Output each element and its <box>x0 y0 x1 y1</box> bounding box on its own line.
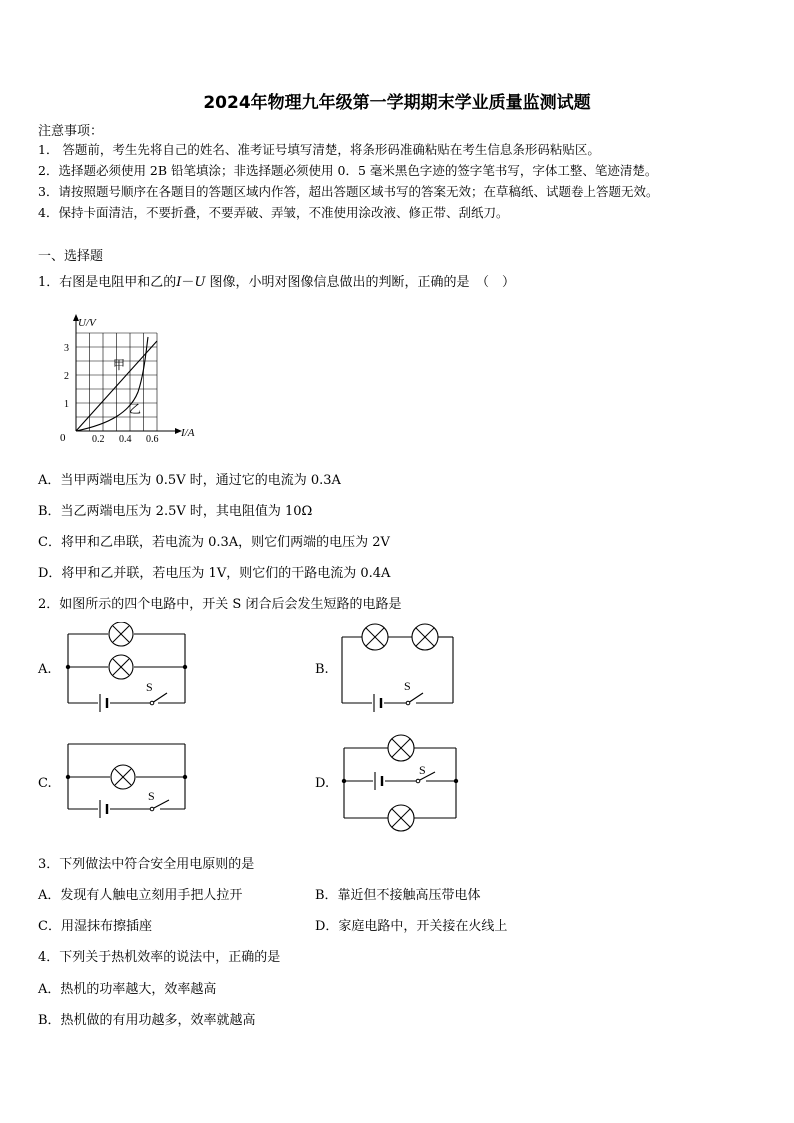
question-3-option: B．靠近但不接触高压带电体 <box>315 888 481 903</box>
circuit-b-diagram <box>338 622 463 717</box>
question-4-option: A．热机的功率越大，效率越高 <box>38 982 217 997</box>
question-3-option: A．发现有人触电立刻用手把人拉开 <box>38 888 243 903</box>
bulb-icon <box>109 622 133 646</box>
question-1-option: B．当乙两端电压为 2.5V 时，其电阻值为 10Ω <box>38 504 313 519</box>
curve-yi-label: 乙 <box>129 402 142 416</box>
bulb-icon <box>388 805 414 831</box>
notice-item: 2．选择题必须使用 2B 铅笔填涂；非选择题必须使用 0．5 毫米黑色字迹的签字笔书写，字体工整、笔迹清楚。 <box>38 163 658 178</box>
circuit-a-diagram <box>60 622 195 717</box>
iu-graph <box>50 312 210 447</box>
y-tick-label: 2 <box>64 371 69 382</box>
switch-label: S <box>148 789 155 803</box>
section-heading: 一、选择题 <box>38 249 104 264</box>
question-2-stem: 2．如图所示的四个电路中，开关 S 闭合后会发生短路的电路是 <box>38 597 402 612</box>
battery-icon <box>100 800 107 818</box>
switch-label: S <box>404 679 411 693</box>
battery-icon <box>374 694 381 712</box>
circuit-a-label: A. <box>38 662 52 677</box>
x-tick-label: 0.4 <box>119 434 132 445</box>
battery-icon <box>100 694 107 712</box>
question-3-option: D．家庭电路中，开关接在火线上 <box>315 919 508 934</box>
battery-icon <box>375 772 382 790</box>
circuit-d-diagram <box>338 730 468 835</box>
notice-item: 3．请按照题号顺序在各题目的答题区域内作答，超出答题区域书写的答案无效；在草稿纸、试题卷上答题无效。 <box>38 184 659 199</box>
x-tick-label: 0.6 <box>146 434 159 445</box>
bulb-icon <box>111 765 135 789</box>
question-4-stem: 4．下列关于热机效率的说法中，正确的是 <box>38 950 281 965</box>
notice-item: 1． 答题前，考生先将自己的姓名、准考证号填写清楚，将条形码准确粘贴在考生信息条形码粘贴区。 <box>38 142 600 157</box>
origin-label: 0 <box>60 432 66 444</box>
bulb-icon <box>388 735 414 761</box>
notice-item: 4．保持卡面清洁，不要折叠，不要弄破、弄皱，不准使用涂改液、修正带、刮纸刀。 <box>38 205 509 220</box>
circuit-c-diagram <box>60 738 195 823</box>
notice-heading: 注意事项： <box>38 124 104 139</box>
curve-jia-label: 甲 <box>113 358 126 372</box>
y-tick-label: 3 <box>64 343 69 354</box>
page-title: 2024年物理九年级第一学期期末学业质量监测试题 <box>203 93 591 113</box>
x-axis-label: I/A <box>181 427 195 439</box>
circuit-b-label: B. <box>315 662 329 677</box>
x-tick-label: 0.2 <box>92 434 105 445</box>
question-3-stem: 3．下列做法中符合安全用电原则的是 <box>38 857 255 872</box>
bulb-icon <box>362 624 388 650</box>
bulb-icon <box>109 655 133 679</box>
question-1-option: C．将甲和乙串联，若电流为 0.3A，则它们两端的电压为 2V <box>38 535 390 550</box>
switch-label: S <box>146 680 153 694</box>
circuit-c-label: C. <box>38 776 52 791</box>
switch-label: S <box>419 763 426 777</box>
question-1-option: A．当甲两端电压为 0.5V 时，通过它的电流为 0.3A <box>38 473 341 488</box>
y-axis-label: U/V <box>78 317 96 329</box>
question-1-stem: 1．右图是电阻甲和乙的I－U 图像，小明对图像信息做出的判断，正确的是 （ ） <box>38 275 516 290</box>
circuit-d-label: D. <box>315 776 330 791</box>
question-4-option: B．热机做的有用功越多，效率就越高 <box>38 1013 256 1028</box>
bulb-icon <box>412 624 438 650</box>
question-3-option: C．用湿抹布擦插座 <box>38 919 152 934</box>
question-1-option: D．将甲和乙并联，若电压为 1V，则它们的干路电流为 0.4A <box>38 566 391 581</box>
y-tick-label: 1 <box>64 399 69 410</box>
